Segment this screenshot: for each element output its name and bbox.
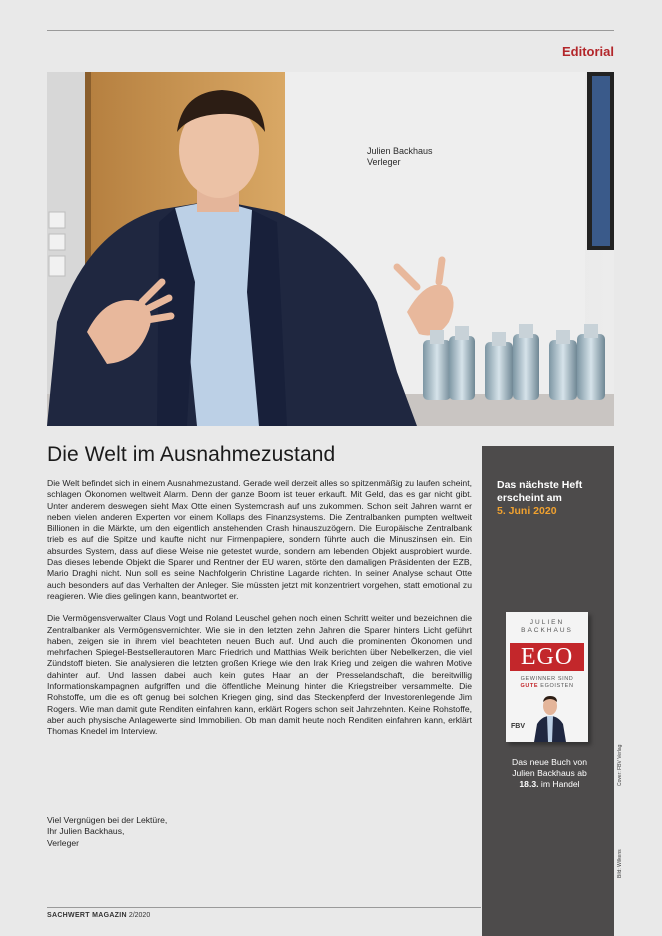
article-body [47, 478, 472, 749]
book-publisher: FBV [511, 723, 525, 730]
book-subtitle-rest: EGOISTEN [540, 683, 574, 689]
cover-credit: Cover: FBV Verlag [617, 744, 623, 786]
section-label: Editorial [561, 44, 614, 59]
photo-illustration [47, 72, 614, 426]
article-paragraph: Die Welt befindet sich in einem Ausnahmezustand. Gerade weil derzeit alles so spitzenmäßig zu laufen scheint, schlagen Ökonomen weltweit Alarm. Denn der ganze Boom ist teuer erkauft. Mit Geld, das es gar nicht gibt. Unter anderem deswegen sieht Max Otte einen Systemcrash auf uns zukommen. Schon seit Jahren warnt er neben vielen anderen Experten vor einem Kollaps des Finanzsystems. Die Zentralbanken pumpten weltweit Billionen in die Märkte, um den eigentlich anstehenden Crash hinauszuzögern. Die Europäische Zentralbank trieb es auf die Spitze und kaufte nicht nur Firmenpapiere, sondern führte auch die Minuszinsen ein. Ein absurdes System, dass auf diese Weise nie getestet wurde, sondern am lebenden Objekt ausprobiert wurde. Das dieses lebende Objekt die Sparer und Rentner der EU waren, störte den damaligen Präsidenten der EZB, Mario Draghi nicht. Nun soll es seine Nachfolgerin Christine Lagarde richten. In seiner Analyse schaut Otte auch besonders auf das Verhalten der Anleger. Sie müssten jetzt mit konzentriert vorgehen, statt emotional zu reagieren. Wie dies gelingen kann, beantwortet er. [47, 478, 472, 601]
book-title: EGO [510, 643, 584, 671]
book-cover [506, 612, 588, 742]
book-subtitle [506, 676, 588, 690]
signoff-line: Ihr Julien Backhaus, [47, 826, 125, 837]
author-portrait [532, 694, 568, 742]
book-subtitle-line [506, 683, 588, 690]
signoff [47, 815, 167, 849]
next-issue-date: 5. Juni 2020 [497, 505, 557, 517]
book-subtitle-line: GEWINNER SIND [520, 676, 574, 682]
editorial-photo [47, 72, 614, 426]
book-caption-date: 18.3. [519, 779, 539, 789]
footer-issue: 2/2020 [128, 912, 151, 919]
next-issue-line: Das nächste Heft [497, 479, 583, 491]
footer [47, 912, 150, 919]
book-subtitle-highlight: GUTE [520, 683, 539, 689]
book-author: JULIEN BACKHAUS [521, 619, 573, 634]
next-issue-line: erscheint am [497, 492, 562, 504]
bottom-rule [47, 907, 481, 908]
book-caption-line: Julien Backhaus ab [512, 768, 587, 778]
book-caption-rest: im Handel [540, 779, 580, 789]
book-caption-line [497, 779, 602, 790]
photo-caption [367, 146, 433, 168]
signoff-line: Verleger [47, 837, 80, 848]
signoff-line: Viel Vergnügen bei der Lektüre, [47, 815, 168, 825]
photo-credit: Bild: Wilkens [617, 849, 623, 878]
article-paragraph: Die Vermögensverwalter Claus Vogt und Roland Leuschel gehen noch einen Schritt weiter und bezeichnen die Zentralbanker als Vermögensvernichter. Wie sie in den letzten zehn Jahren die Sparer hinters Licht geführt haben, zeigen sie in ihrem viel beachteten neuen Buch auf. Und auch die prominenten Ökonomen und mehrfachen Spiegel-Bestsellerautoren Marc Friedrich und Matthias Weik berichten über Nebelkerzen, die viel Zündstoff bieten. Sie analysieren die letzten großen Kriege wie den Irak Krieg und zeigen die wahren Motive dahinter auf. Und lassen dabei auch kein gutes Haar an der Presselandschaft, die bereitwillig Informationskampagnen aufgriffen und die öffentliche Meinung hinter die Kriegstreiber versammelte. Die Rohstoffe, um die es oft genug bei solchen Kriegen ging, sind das Steckenpferd der Investorenlegende Jim Rogers. Wie man damit gute Renditen einfahren kann, erklärt Rogers schon seit Jahrzehnten. Keine Rohstoffe, aber auch physische Anlagewerte sind Immobilien. Ob man damit heute noch Renditen einfahren kann, erklärt Thomas Knedel im Interview. [47, 613, 472, 737]
article-headline: Die Welt im Ausnahmezustand [47, 443, 336, 466]
photo-caption-role: Verleger [367, 157, 401, 167]
next-issue-notice [497, 479, 607, 518]
photo-caption-name: Julien Backhaus [367, 146, 433, 156]
footer-magazine: SACHWERT MAGAZIN [47, 912, 127, 919]
book-caption [497, 757, 602, 790]
book-caption-line: Das neue Buch von [511, 757, 587, 767]
sidebar [482, 446, 614, 936]
top-rule [47, 30, 614, 31]
